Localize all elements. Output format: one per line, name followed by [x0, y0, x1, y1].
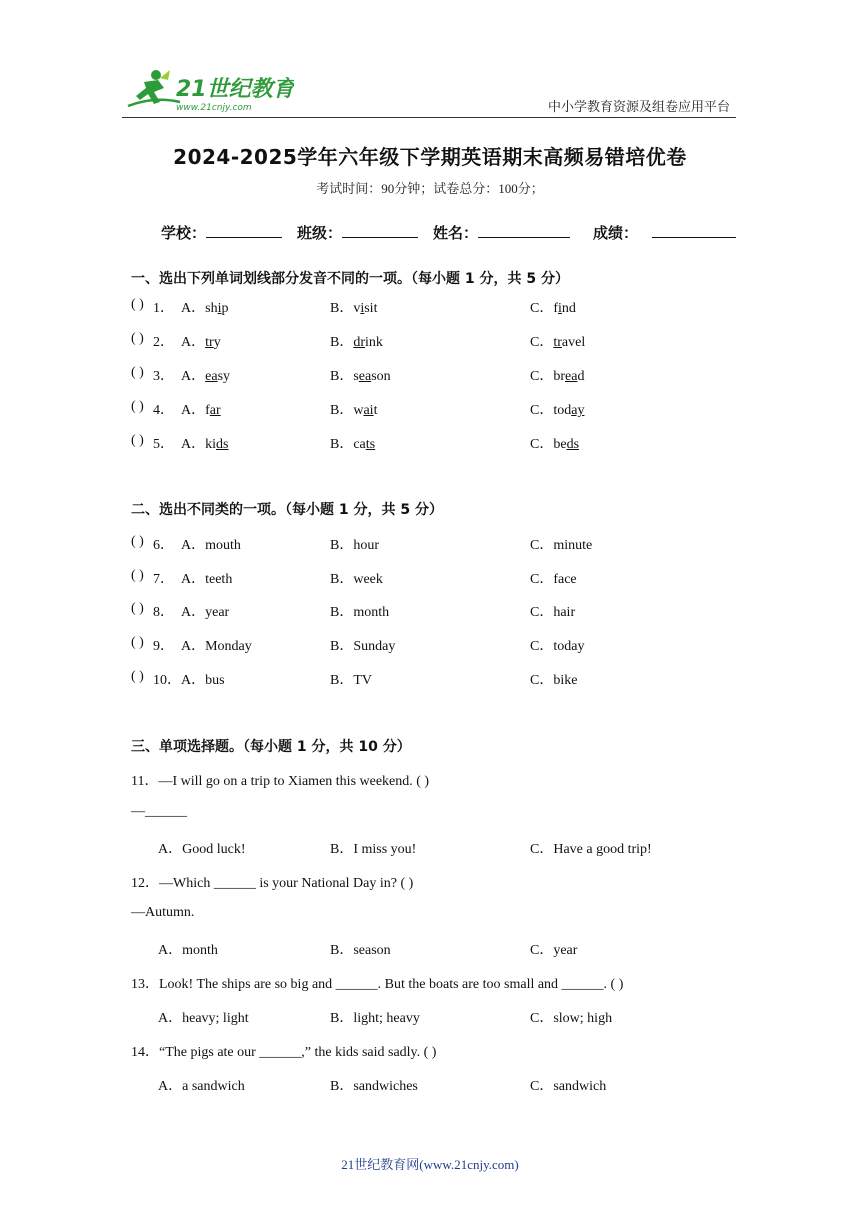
- option-b[interactable]: [330, 433, 375, 453]
- word-part: v: [353, 301, 361, 316]
- option-c[interactable]: C．sandwich: [530, 1079, 607, 1094]
- underlined-part: tr: [205, 335, 214, 350]
- question-11-reply: —______: [131, 804, 187, 819]
- option-letter: C．: [530, 301, 554, 316]
- underlined-part: i: [217, 301, 222, 316]
- option-letter: A．: [181, 369, 206, 384]
- school-blank[interactable]: [206, 223, 282, 238]
- option-c[interactable]: [530, 399, 584, 419]
- platform-label: 中小学教育资源及组卷应用平台: [547, 100, 730, 115]
- option-b[interactable]: B．month: [330, 605, 390, 620]
- question-13: 13．Look! The ships are so big and ______. But the boats are too small and ______. ( ): [131, 977, 624, 992]
- underlined-part: ea: [565, 369, 578, 384]
- section1-item: [131, 331, 751, 353]
- section2-item: [131, 635, 751, 657]
- question-14-options: [158, 1075, 758, 1097]
- question-12-options: [158, 939, 758, 961]
- question-12: 12．—Which ______ is your National Day in? ( ): [131, 876, 414, 891]
- question-number: 1．: [153, 301, 174, 316]
- word-part: p: [221, 301, 229, 316]
- answer-paren[interactable]: ( ): [131, 297, 144, 312]
- section2-item: [131, 534, 751, 556]
- word-part: sy: [217, 369, 231, 384]
- option-letter: B．: [330, 437, 354, 452]
- question-number: 6．: [153, 538, 174, 553]
- exam-title: 2024-2025学年六年级下学期英语期末高频易错培优卷: [173, 145, 687, 169]
- score-field[interactable]: [593, 222, 736, 243]
- option-c[interactable]: C．minute: [530, 538, 593, 553]
- option-a[interactable]: [181, 433, 228, 453]
- underlined-part: tr: [553, 335, 562, 350]
- option-letter: A．: [181, 403, 206, 418]
- underlined-part: ds: [566, 437, 580, 452]
- answer-paren[interactable]: ( ): [131, 433, 144, 448]
- section2-item: [131, 568, 751, 590]
- word-part: be: [553, 437, 567, 452]
- option-b[interactable]: B．week: [330, 572, 383, 587]
- word-part: d: [577, 369, 585, 384]
- section2-heading: 二、选出不同类的一项。（每小题 1 分，共 5 分）: [131, 502, 443, 518]
- option-b[interactable]: B．TV: [330, 673, 372, 688]
- underlined-part: i: [558, 301, 562, 316]
- option-b[interactable]: [330, 331, 383, 351]
- question-number: 7．: [153, 572, 174, 587]
- option-b[interactable]: B．light; heavy: [330, 1011, 420, 1026]
- name-label: 姓名：: [433, 224, 479, 242]
- score-blank[interactable]: [652, 223, 736, 238]
- answer-paren[interactable]: ( ): [131, 568, 144, 583]
- question-13-options: [158, 1007, 758, 1029]
- option-b[interactable]: [330, 365, 391, 385]
- question-number: 2．: [153, 335, 174, 350]
- option-c[interactable]: C．bike: [530, 673, 578, 688]
- option-a[interactable]: A．heavy; light: [158, 1011, 249, 1026]
- option-letter: B．: [330, 301, 354, 316]
- option-b[interactable]: [330, 399, 377, 419]
- word-part: son: [371, 369, 391, 384]
- school-field[interactable]: [161, 222, 282, 243]
- option-a[interactable]: [181, 365, 230, 385]
- option-letter: B．: [330, 403, 354, 418]
- option-letter: C．: [530, 403, 554, 418]
- section1-item: [131, 365, 751, 387]
- underlined-part: dr: [353, 335, 366, 350]
- answer-paren[interactable]: ( ): [131, 601, 144, 616]
- question-11-options: [158, 838, 758, 860]
- question-11: 11．—I will go on a trip to Xiamen this weekend. ( ): [131, 774, 430, 789]
- score-label: 成绩：: [593, 224, 639, 242]
- school-label: 学校：: [161, 224, 207, 242]
- site-logo: [124, 66, 294, 114]
- option-letter: B．: [330, 369, 354, 384]
- option-a[interactable]: A．a sandwich: [158, 1079, 245, 1094]
- underlined-part: ea: [205, 369, 218, 384]
- answer-paren[interactable]: ( ): [131, 635, 144, 650]
- answer-paren[interactable]: ( ): [131, 331, 144, 346]
- option-a[interactable]: A．Good luck!: [158, 842, 246, 857]
- class-label: 班级：: [297, 224, 343, 242]
- option-a[interactable]: [181, 331, 221, 351]
- section1-item: [131, 297, 751, 319]
- word-part: br: [553, 369, 566, 384]
- word-part: f: [553, 301, 559, 316]
- question-14: 14．“The pigs ate our ______,” the kids said sadly. ( ): [131, 1045, 437, 1060]
- option-a[interactable]: [181, 399, 221, 419]
- answer-paren[interactable]: ( ): [131, 534, 144, 549]
- option-b[interactable]: B．sandwiches: [330, 1079, 418, 1094]
- option-b[interactable]: B．Sunday: [330, 639, 396, 654]
- underlined-part: ds: [216, 437, 229, 452]
- underlined-part: ai: [363, 403, 374, 418]
- question-number: 10．: [153, 673, 181, 688]
- option-letter: A．: [181, 437, 206, 452]
- question-number: 4．: [153, 403, 174, 418]
- word-part: s: [353, 369, 359, 384]
- option-a[interactable]: A．bus: [181, 673, 225, 688]
- logo-text: 21世纪教育: [176, 77, 294, 102]
- word-part: ki: [205, 437, 217, 452]
- answer-paren[interactable]: ( ): [131, 365, 144, 380]
- word-part: avel: [561, 335, 586, 350]
- option-a[interactable]: A．mouth: [181, 538, 241, 553]
- option-a[interactable]: [181, 297, 228, 317]
- class-field[interactable]: [297, 222, 418, 243]
- word-part: tod: [553, 403, 572, 418]
- underlined-part: ar: [209, 403, 221, 418]
- option-letter: C．: [530, 369, 554, 384]
- section3-heading: 三、单项选择题。（每小题 1 分，共 10 分）: [131, 739, 411, 755]
- class-blank[interactable]: [342, 223, 418, 238]
- question-number: 3．: [153, 369, 174, 384]
- option-letter: B．: [330, 335, 354, 350]
- option-letter: C．: [530, 335, 554, 350]
- question-number: 5．: [153, 437, 174, 452]
- word-part: sit: [364, 301, 378, 316]
- footer-link[interactable]: 21世纪教育网(www.21cnjy.com): [341, 1157, 519, 1172]
- option-c[interactable]: [530, 365, 584, 385]
- option-b[interactable]: [330, 297, 377, 317]
- option-c[interactable]: [530, 331, 585, 351]
- section1-item: [131, 433, 751, 455]
- question-number: 9．: [153, 639, 174, 654]
- option-b[interactable]: B．I miss you!: [330, 842, 417, 857]
- section2-item: [131, 601, 751, 623]
- question-12-reply: —Autumn.: [131, 905, 195, 920]
- runner-logo-icon: [124, 66, 294, 114]
- option-c[interactable]: C．today: [530, 639, 585, 654]
- header-divider: [122, 117, 736, 118]
- option-c[interactable]: C．slow; high: [530, 1011, 613, 1026]
- option-c[interactable]: [530, 297, 576, 317]
- option-letter: A．: [181, 335, 206, 350]
- word-part: ca: [353, 437, 366, 452]
- question-number: 8．: [153, 605, 174, 620]
- option-c[interactable]: C．hair: [530, 605, 576, 620]
- answer-paren[interactable]: ( ): [131, 669, 144, 684]
- section1-item: [131, 399, 751, 421]
- section2-item: [131, 669, 751, 691]
- option-letter: C．: [530, 437, 554, 452]
- word-part: t: [373, 403, 378, 418]
- option-c[interactable]: C．Have a good trip!: [530, 842, 652, 857]
- option-a[interactable]: A．teeth: [181, 572, 233, 587]
- underlined-part: ay: [571, 403, 585, 418]
- exam-subtitle: 考试时间：90分钟；试卷总分：100分；: [316, 181, 544, 196]
- section1-heading: 一、选出下列单词划线部分发音不同的一项。（每小题 1 分，共 5 分）: [131, 271, 569, 287]
- option-b[interactable]: B．season: [330, 943, 391, 958]
- logo-url: www.21cnjy.com: [176, 103, 252, 113]
- underlined-part: ea: [358, 369, 372, 384]
- underlined-part: ts: [365, 437, 376, 452]
- word-part: ink: [365, 335, 383, 350]
- underlined-part: i: [360, 301, 365, 316]
- word-part: y: [213, 335, 221, 350]
- option-a[interactable]: A．Monday: [181, 639, 252, 654]
- word-part: w: [353, 403, 364, 418]
- option-c[interactable]: C．year: [530, 943, 578, 958]
- option-letter: A．: [181, 301, 206, 316]
- name-blank[interactable]: [478, 223, 570, 238]
- word-part: sh: [205, 301, 218, 316]
- answer-paren[interactable]: ( ): [131, 399, 144, 414]
- name-field[interactable]: [433, 222, 570, 243]
- word-part: nd: [561, 301, 576, 316]
- option-c[interactable]: C．face: [530, 572, 577, 587]
- word-part: f: [205, 403, 210, 418]
- option-a[interactable]: A．month: [158, 943, 218, 958]
- option-c[interactable]: [530, 433, 579, 453]
- option-b[interactable]: B．hour: [330, 538, 379, 553]
- option-a[interactable]: A．year: [181, 605, 230, 620]
